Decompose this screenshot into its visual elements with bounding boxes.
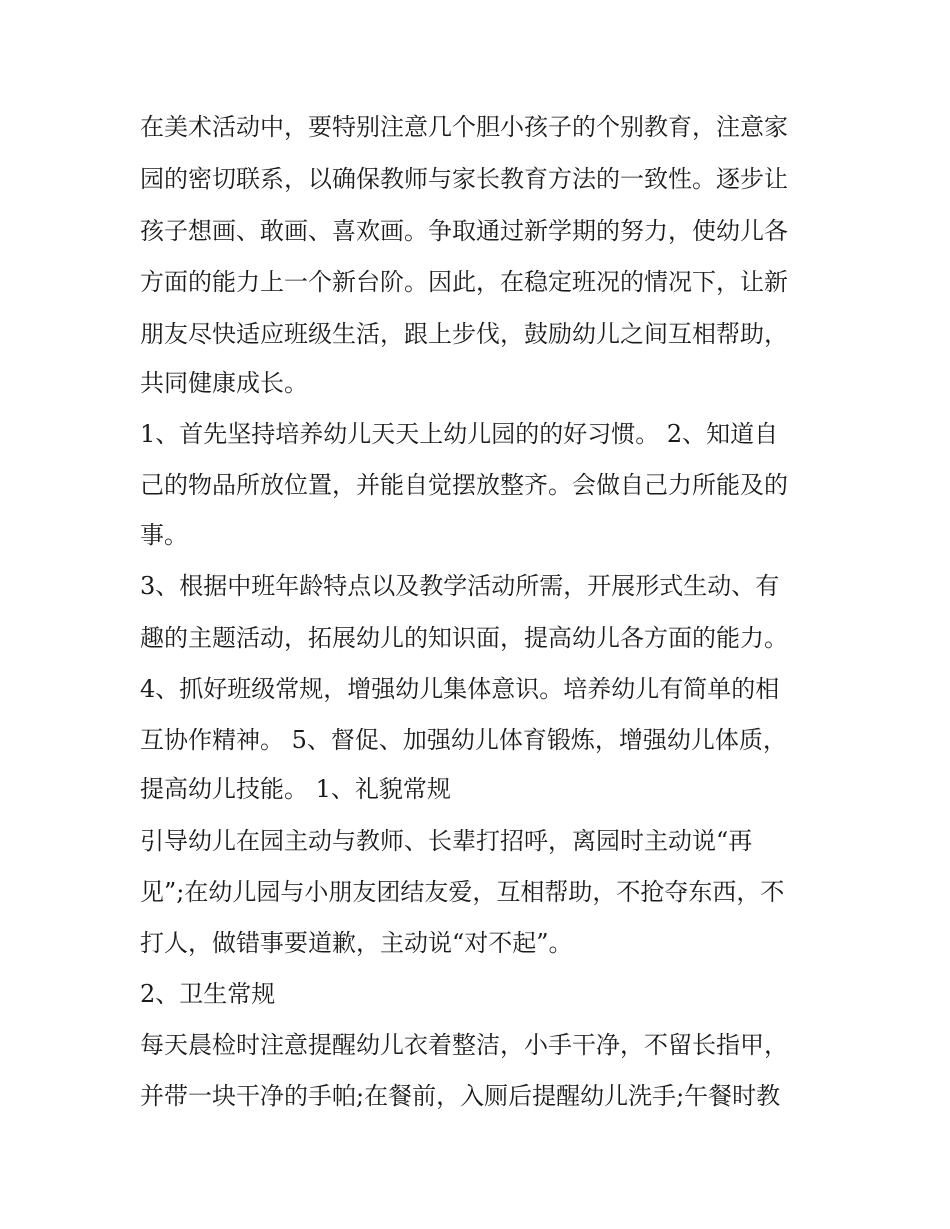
text-line: 打人，做错事要道歉，主动说“对不起”。 (140, 929, 573, 957)
text-line: 共同健康成长。 (140, 369, 308, 397)
text-line: 提高幼儿技能。 1、礼貌常规 (140, 775, 451, 803)
text-line: 趣的主题活动，拓展幼儿的知识面，提高幼儿各方面的能力。 (140, 624, 788, 652)
text-line: 互协作精神。 5、督促、加强幼儿体育锻炼，增强幼儿体质， (140, 726, 787, 754)
text-line: 并带一块干净的手帕;在餐前，入厕后提醒幼儿洗手;午餐时教 (140, 1082, 781, 1110)
text-line: 园的密切联系，以确保教师与家长教育方法的一致性。逐步让 (140, 165, 788, 193)
text-line: 1、首先坚持培养幼儿天天上幼儿园的的好习惯。 2、知道自 (140, 420, 779, 448)
text-line: 方面的能力上一个新台阶。因此，在稳定班况的情况下，让新 (140, 268, 788, 296)
text-line: 2、卫生常规 (140, 980, 276, 1008)
text-line: 己的物品所放位置，并能自觉摆放整齐。会做自己力所能及的 (140, 471, 788, 499)
text-line: 见”;在幼儿园与小朋友团结友爱，互相帮助，不抢夺东西，不 (140, 878, 785, 906)
text-line: 每天晨检时注意提醒幼儿衣着整洁，小手干净，不留长指甲， (140, 1031, 788, 1059)
text-line: 事。 (140, 521, 188, 549)
text-line: 在美术活动中，要特别注意几个胆小孩子的个别教育，注意家 (140, 113, 788, 141)
text-line: 3、根据中班年龄特点以及教学活动所需，开展形式生动、有 (140, 572, 780, 600)
text-line: 4、抓好班级常规，增强幼儿集体意识。培养幼儿有简单的相 (140, 675, 780, 703)
text-line: 孩子想画、敢画、喜欢画。争取通过新学期的努力，使幼儿各 (140, 217, 788, 245)
text-line: 引导幼儿在园主动与教师、长辈打招呼，离园时主动说“再 (140, 827, 753, 855)
text-line: 朋友尽快适应班级生活，跟上步伐，鼓励幼儿之间互相帮助， (140, 320, 788, 348)
